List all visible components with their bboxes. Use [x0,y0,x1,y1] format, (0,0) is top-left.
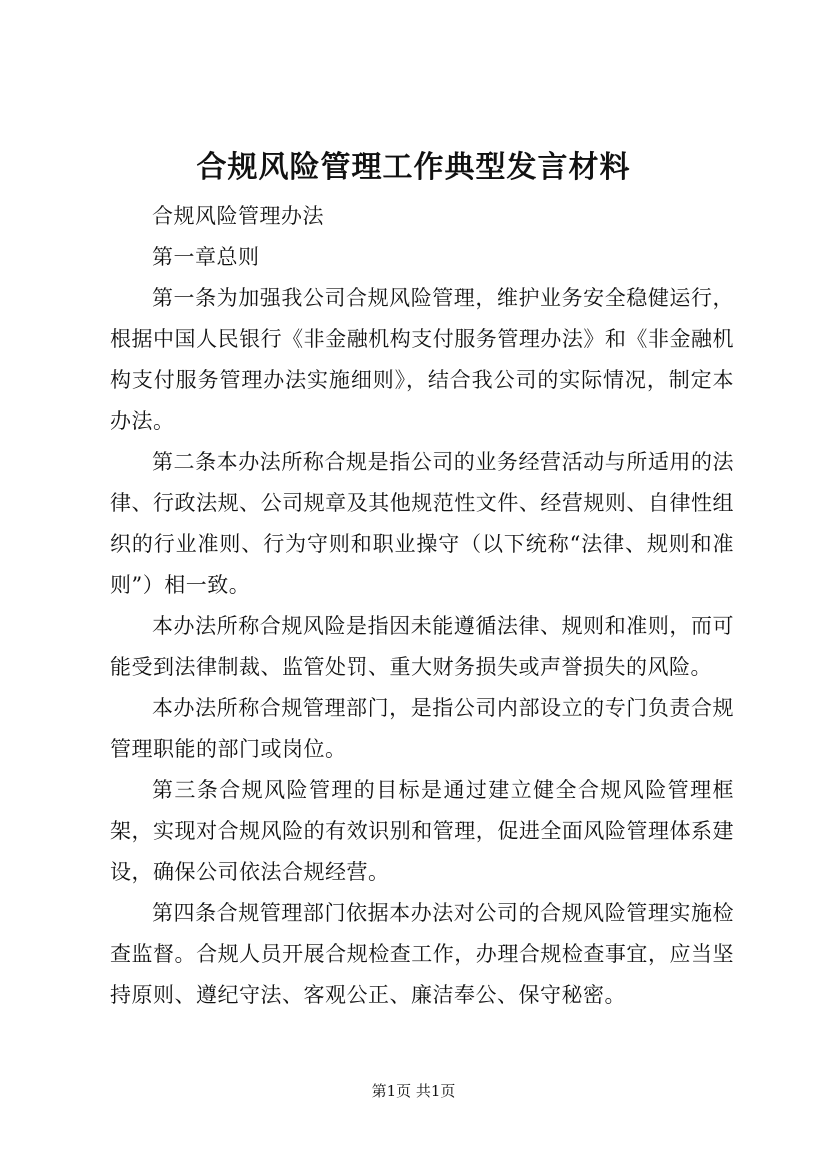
page-number-footer: 第1页 共1页 [371,1082,456,1100]
document-body [110,196,734,1016]
paragraph-article-1: 第一条为加强我公司合规风险管理，维护业务安全稳健运行，根据中国人民银行《非金融机构支付服务管理办法》和《非金融机构支付服务管理办法实施细则》，结合我公司的实际情况，制定本办法。 [110,286,734,433]
document-title: 合规风险管理工作典型发言材料 [196,150,631,185]
paragraph-compliance-department-definition: 本办法所称合规管理部门，是指公司内部设立的专门负责合规管理职能的部门或岗位。 [110,696,734,761]
paragraph-article-3: 第三条合规风险管理的目标是通过建立健全合规风险管理框架，实现对合规风险的有效识别和管理，促进全面风险管理体系建设，确保公司依法合规经营。 [110,778,734,884]
paragraph-subtitle: 合规风险管理办法 [152,204,324,228]
paragraph-article-2: 第二条本办法所称合规是指公司的业务经营活动与所适用的法律、行政法规、公司规章及其他规范性文件、经营规则、自律性组织的行业准则、行为守则和职业操守（以下统称“法律、规则和准则”）相一致。 [110,450,734,597]
paragraph-compliance-risk-definition: 本办法所称合规风险是指因未能遵循法律、规则和准则，而可能受到法律制裁、监管处罚、重大财务损失或声誉损失的风险。 [110,614,734,679]
paragraph-article-4: 第四条合规管理部门依据本办法对公司的合规风险管理实施检查监督。合规人员开展合规检查工作，办理合规检查事宜，应当坚持原则、遵纪守法、客观公正、廉洁奉公、保守秘密。 [110,901,734,1007]
paragraph-chapter-heading: 第一章总则 [152,245,260,269]
